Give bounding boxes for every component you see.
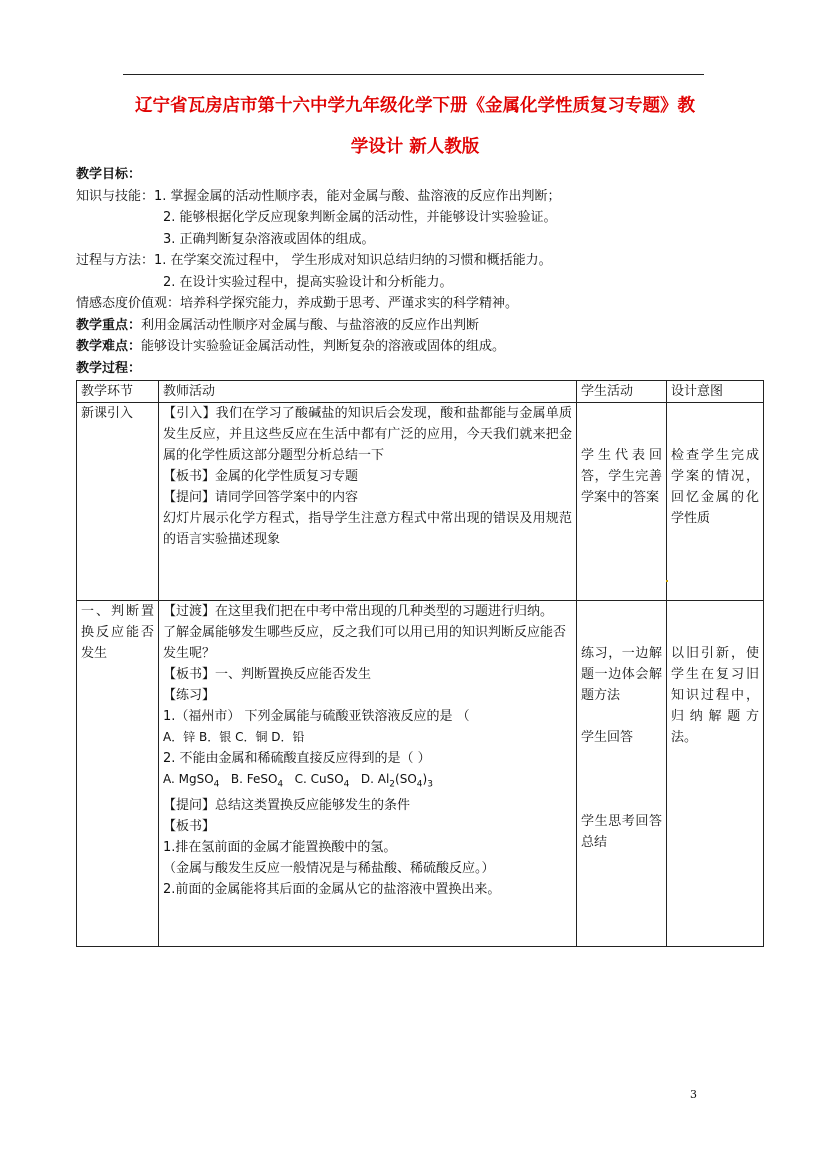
teacher-cell-intro bbox=[159, 403, 577, 601]
process-line-1 bbox=[76, 250, 766, 272]
board-title-line: 【板书】一、判断置换反应能否发生 bbox=[163, 667, 372, 682]
student-cell-intro: 学生代表回答，学生完善学案中的答案 bbox=[577, 403, 667, 601]
option-d-sub2: 2 bbox=[389, 779, 396, 790]
intro-slides: 幻灯片展示化学方程式，指导学生注意方程式中常出现的错误及用规范的语言实验描述现象 bbox=[163, 511, 572, 547]
practice-q2: 2. 不能由金属和稀硫酸直接反应得到的是（ ） bbox=[163, 751, 431, 766]
transition-line: 【过渡】在这里我们把在中考中常出现的几种类型的习题进行归纳。 bbox=[163, 604, 554, 619]
option-d: D. Al bbox=[360, 772, 390, 786]
student-activity-3: 学生思考回答总结 bbox=[581, 814, 662, 850]
option-d-paren: (SO bbox=[395, 772, 417, 786]
table-row-intro bbox=[77, 403, 764, 601]
key-point-line bbox=[76, 315, 766, 337]
document-title bbox=[70, 86, 760, 168]
summary-question: 【提问】总结这类置换反应能够发生的条件 bbox=[163, 798, 411, 814]
key-point-label: 教学重点： bbox=[76, 317, 142, 333]
stage-cell-intro: 新课引入 bbox=[77, 403, 159, 601]
intent-text: 以旧引新，使学生在复习旧知识过程中，归纳解题方法。 bbox=[671, 646, 759, 745]
option-c: C. CuSO bbox=[294, 772, 344, 786]
header-teacher: 教师活动 bbox=[159, 381, 577, 403]
board-label: 【板书】 bbox=[163, 819, 216, 835]
lesson-plan-table bbox=[76, 380, 764, 947]
stage-cell-replacement: 一、判断置换反应能否发生 bbox=[77, 601, 159, 947]
intent-cell-intro: 检查学生完成学案的情况，回忆金属的化学性质 bbox=[667, 403, 764, 601]
intro-question: 【提问】请同学回答学案中的内容 bbox=[163, 490, 359, 505]
practice-q2-options bbox=[163, 769, 572, 795]
student-activity-1: 练习，一边解题一边体会解题方法 bbox=[581, 646, 662, 703]
header-student: 学生活动 bbox=[577, 381, 667, 403]
knowledge-item-2: 2. 能够根据化学反应现象判断金属的活动性，并能够设计实验验证。 bbox=[163, 210, 557, 225]
table-row-replacement bbox=[77, 601, 764, 947]
process-item-1: 1. 在学案交流过程中， 学生形成对知识总结归纳的习惯和概括能力。 bbox=[154, 253, 552, 268]
process-label: 过程与方法： bbox=[76, 253, 155, 268]
header-intent: 设计意图 bbox=[667, 381, 764, 403]
practice-label: 【练习】 bbox=[163, 688, 216, 703]
difficulty-label: 教学难点： bbox=[76, 339, 142, 354]
title-line-2: 学设计 新人教版 bbox=[350, 137, 480, 157]
objectives-heading: 教学目标： bbox=[76, 167, 142, 182]
student-cell-replacement bbox=[577, 601, 667, 947]
student-activity-2: 学生回答 bbox=[581, 730, 634, 745]
top-rule bbox=[123, 74, 704, 75]
knowledge-line-1 bbox=[76, 186, 766, 208]
option-d-sub3: 3 bbox=[427, 779, 433, 790]
option-d-paren-close: ) bbox=[422, 772, 428, 786]
intro-board: 【板书】金属的化学性质复习专题 bbox=[163, 469, 359, 484]
rule-1: 1.排在氢前面的金属才能置换酸中的氢。 bbox=[163, 840, 397, 856]
objectives-section bbox=[76, 164, 766, 379]
rule-2: 2.前面的金属能将其后面的金属从它的盐溶液中置换出来。 bbox=[163, 882, 501, 898]
difficulty-line bbox=[76, 336, 766, 358]
option-b: B. FeSO bbox=[230, 772, 278, 786]
stray-mark bbox=[666, 580, 668, 582]
option-c-sub: 4 bbox=[343, 779, 350, 790]
question-line: 了解金属能够发生哪些反应，反之我们可以用已用的知识判断反应能否发生呢？ bbox=[163, 625, 567, 661]
teacher-cell-replacement bbox=[159, 601, 577, 947]
key-point-text: 利用金属活动性顺序对金属与酸、与盐溶液的反应作出判断 bbox=[141, 317, 480, 333]
process-item-2: 2. 在设计实验过程中，提高实验设计和分析能力。 bbox=[163, 274, 453, 290]
knowledge-item-1: 1. 掌握金属的活动性顺序表，能对金属与酸、盐溶液的反应作出判断； bbox=[154, 188, 561, 204]
knowledge-item-3: 3. 正确判断复杂溶液或固体的组成。 bbox=[163, 231, 375, 247]
option-a-sub: 4 bbox=[213, 779, 220, 790]
table-header-row bbox=[77, 381, 764, 403]
header-stage: 教学环节 bbox=[77, 381, 159, 403]
knowledge-label: 知识与技能： bbox=[76, 188, 155, 204]
intro-paragraph: 【引入】我们在学习了酸碱盐的知识后会发现，酸和盐都能与金属单质发生反应，并且这些反应在生活中都有广泛的应用，今天我们就来把金属的化学性质这部分题型分析总结一下 bbox=[163, 406, 572, 463]
practice-q1-options: A．锌 B．银 C．铜 D．铅 bbox=[163, 730, 305, 744]
emotion-line: 情感态度价值观：培养科学探究能力，养成勤于思考、严谨求实的科学精神。 bbox=[76, 296, 519, 311]
page-number: 3 bbox=[690, 1088, 697, 1101]
option-d-sub4: 4 bbox=[416, 779, 423, 790]
title-line-1: 辽宁省瓦房店市第十六中学九年级化学下册《金属化学性质复习专题》教 bbox=[135, 96, 695, 116]
practice-q1: 1.（福州市） 下列金属能与硫酸亚铁溶液反应的是 （ bbox=[163, 709, 470, 724]
option-a: A. MgSO bbox=[163, 772, 214, 786]
option-b-sub: 4 bbox=[277, 779, 284, 790]
intent-cell-replacement bbox=[667, 601, 764, 947]
process-heading: 教学过程： bbox=[76, 360, 142, 376]
rule-1-note: （金属与酸发生反应一般情况是与稀盐酸、稀硫酸反应。） bbox=[163, 861, 495, 877]
difficulty-text: 能够设计实验验证金属活动性，判断复杂的溶液或固体的组成。 bbox=[141, 339, 506, 354]
